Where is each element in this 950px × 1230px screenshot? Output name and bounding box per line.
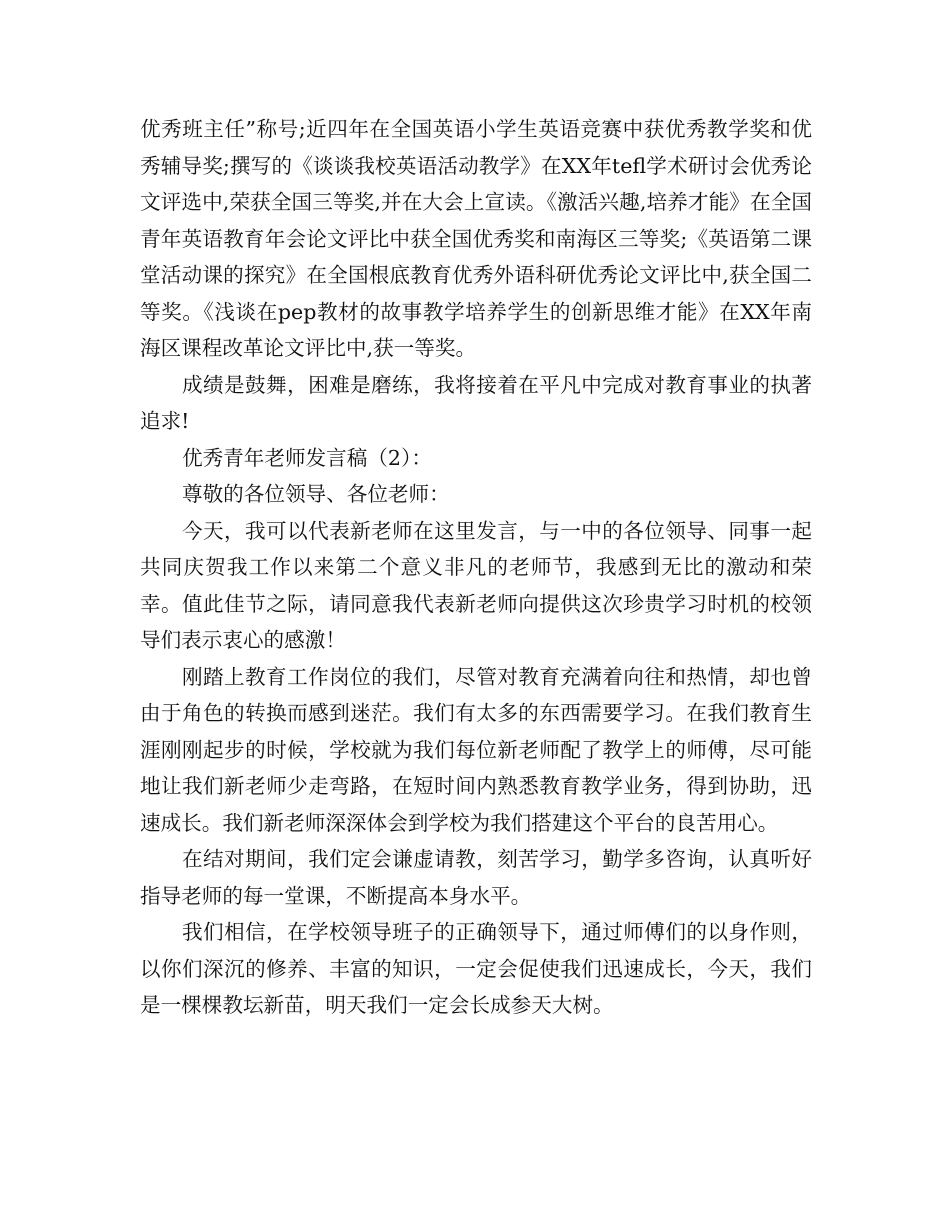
paragraph-closing-resolve: 成绩是鼓舞，困难是磨练，我将接着在平凡中完成对教育事业的执著追求! <box>140 372 812 433</box>
document-page <box>140 111 812 1024</box>
paragraph-commitment: 在结对期间，我们定会谦虚请教，刻苦学习，勤学多咨询，认真听好指导老师的每一堂课，不断提高本身水平。 <box>140 847 812 908</box>
paragraph-mentorship: 刚踏上教育工作岗位的我们，尽管对教育充满着向往和热情，却也曾由于角色的转换而感到迷茫。我们有太多的东西需要学习。在我们教育生涯刚刚起步的时候，学校就为我们每位新老师配了教学上的师傅，尽可能地让我们新老师少走弯路，在短时间内熟悉教育教学业务，得到协助，迅速成长。我们新老师深深体会到学校为我们搭建这个平台的良苦用心。 <box>140 664 812 835</box>
paragraph-opening: 今天，我可以代表新老师在这里发言，与一中的各位领导、同事一起共同庆贺我工作以来第二个意义非凡的老师节，我感到无比的激动和荣幸。值此佳节之际，请同意我代表新老师向提供这次珍贵学习时机的校领导们表示衷心的感激！ <box>140 518 812 652</box>
paragraph-conclusion: 我们相信，在学校领导班子的正确领导下，通过师傅们的以身作则，以你们深沉的修养、丰富的知识，一定会促使我们迅速成长，今天，我们是一棵棵教坛新苗，明天我们一定会长成参天大树。 <box>140 920 812 1017</box>
speech-title: 优秀青年老师发言稿（2）： <box>182 445 432 470</box>
speech-salutation: 尊敬的各位领导、各位老师： <box>182 482 450 506</box>
paragraph-award-summary: 优秀班主任”称号;近四年在全国英语小学生英语竞赛中获优秀教学奖和优秀辅导奖;撰写的《谈谈我校英语活动教学》在XX年tefl学术研讨会优秀论文评选中,荣获全国三等奖,并在大会上宣读。《激活兴趣,培养才能》在全国青年英语教育年会论文评比中获全国优秀奖和南海区三等奖;《英语第二课堂活动课的探究》在全国根底教育优秀外语科研优秀论文评比中,获全国二等奖。《浅谈在pep教材的故事教学培养学生的创新思维才能》在XX年南海区课程改革论文评比中,获一等奖。 <box>140 117 812 360</box>
